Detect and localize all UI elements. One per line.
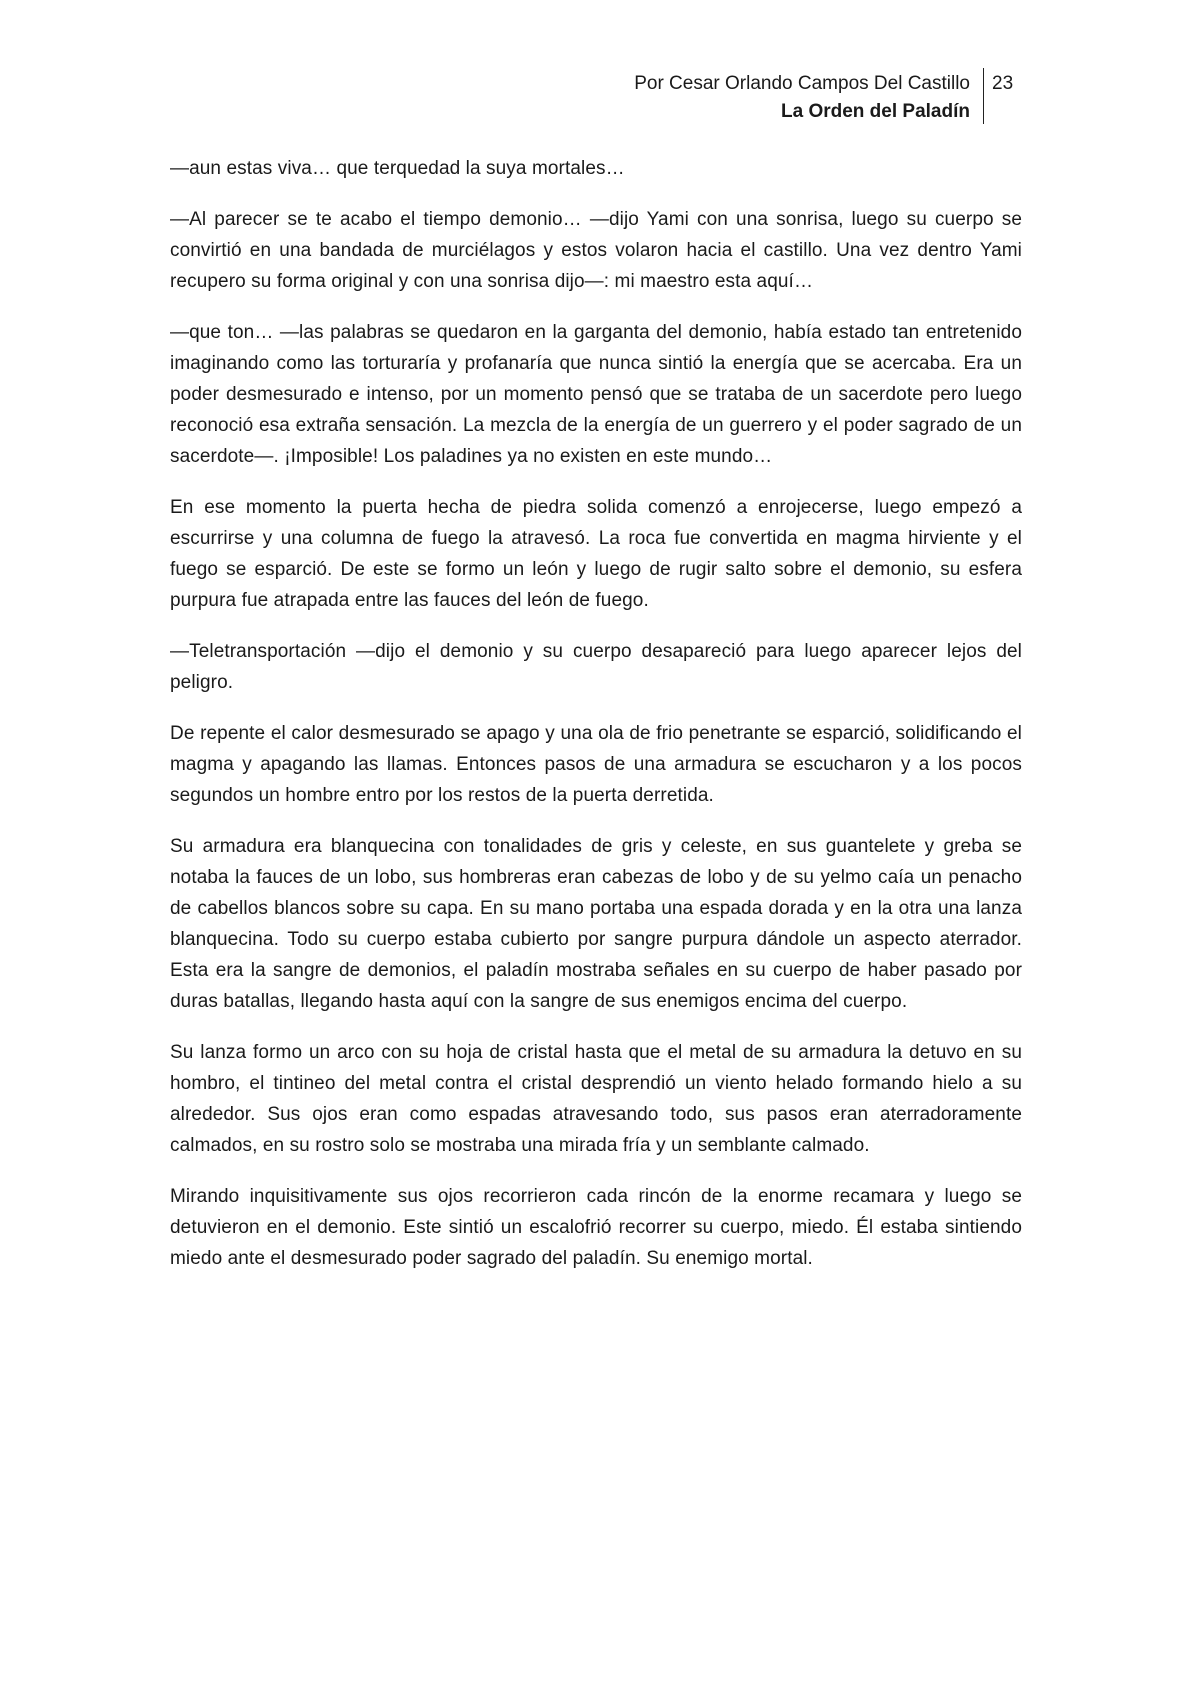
body-text xyxy=(170,153,1022,1294)
paragraph: De repente el calor desmesurado se apago y una ola de frio penetrante se esparció, solidificando el magma y apagando las llamas. Entonces pasos de una armadura se escucharon y a los pocos segundos un hombre entro por los restos de la puerta derretida. xyxy=(170,723,1022,806)
header-book-title: La Orden del Paladín xyxy=(781,101,970,122)
header-author: Por Cesar Orlando Campos Del Castillo xyxy=(634,73,970,94)
paragraph: —que ton… —las palabras se quedaron en la garganta del demonio, había estado tan entretenido imaginando como las torturaría y profanaría que nunca sintió la energía que se acercaba. Era un poder desmesurado e intenso, por un momento pensó que se trataba de un sacerdote pero luego reconoció esa extraña sensación. La mezcla de la energía de un guerrero y el poder sagrado de un sacerdote—. ¡Imposible! Los paladines ya no existen en este mundo… xyxy=(170,322,1022,467)
paragraph: —Teletransportación —dijo el demonio y su cuerpo desapareció para luego aparecer lejos del peligro. xyxy=(170,641,1022,693)
paragraph: —aun estas viva… que terquedad la suya mortales… xyxy=(170,158,625,179)
page-header xyxy=(600,68,1022,126)
paragraph: Mirando inquisitivamente sus ojos recorrieron cada rincón de la enorme recamara y luego se detuvieron en el demonio. Este sintió un escalofrió recorrer su cuerpo, miedo. Él estaba sintiendo miedo ante el desmesurado poder sagrado del paladín. Su enemigo mortal. xyxy=(170,1186,1022,1269)
paragraph: Su lanza formo un arco con su hoja de cristal hasta que el metal de su armadura la detuvo en su hombro, el tintineo del metal contra el cristal desprendió un viento helado formando hielo a su alrededor. Sus ojos eran como espadas atravesando todo, sus pasos eran aterradoramente calmados, en su rostro solo se mostraba una mirada fría y un semblante calmado. xyxy=(170,1042,1022,1156)
page-number: 23 xyxy=(992,73,1014,94)
paragraph: —Al parecer se te acabo el tiempo demonio… —dijo Yami con una sonrisa, luego su cuerpo se convirtió en una bandada de murciélagos y estos volaron hacia el castillo. Una vez dentro Yami recupero su forma original y con una sonrisa dijo—: mi maestro esta aquí… xyxy=(170,209,1022,292)
header-text-block xyxy=(634,70,970,126)
paragraph: En ese momento la puerta hecha de piedra solida comenzó a enrojecerse, luego empezó a escurrirse y una columna de fuego la atravesó. La roca fue convertida en magma hirviente y el fuego se esparció. De este se formo un león y luego de rugir salto sobre el demonio, su esfera purpura fue atrapada entre las fauces del león de fuego. xyxy=(170,497,1022,611)
paragraph: Su armadura era blanquecina con tonalidades de gris y celeste, en sus guantelete y greba se notaba la fauces de un lobo, sus hombreras eran cabezas de lobo y de su yelmo caía un penacho de cabellos blancos sobre su capa. En su mano portaba una espada dorada y en la otra una lanza blanquecina. Todo su cuerpo estaba cubierto por sangre purpura dándole un aspecto aterrador. Esta era la sangre de demonios, el paladín mostraba señales en su cuerpo de haber pasado por duras batallas, llegando hasta aquí con la sangre de sus enemigos encima del cuerpo. xyxy=(170,836,1022,1012)
header-divider xyxy=(983,68,984,124)
